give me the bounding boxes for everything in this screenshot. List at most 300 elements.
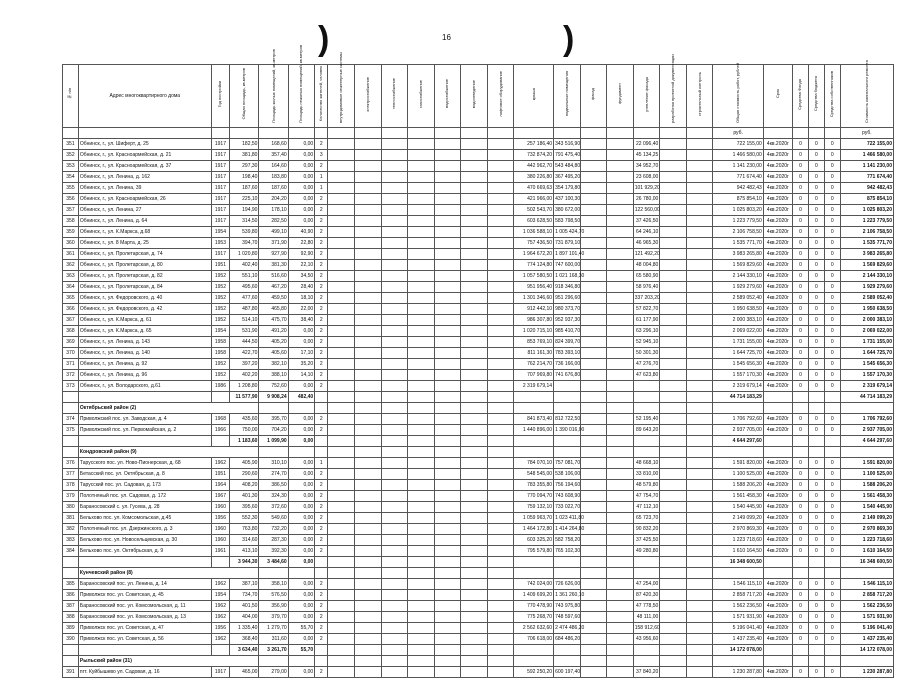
cell-living: 282,50 — [259, 216, 288, 227]
cell-empty — [259, 447, 288, 458]
cell-empty — [686, 216, 713, 227]
cell-res: 1 — [315, 183, 328, 194]
cell-other: 23 608,00 — [633, 172, 660, 183]
header-work-col-label: строительный контроль — [696, 71, 702, 117]
cell-year: 1960 — [211, 535, 230, 546]
cell-roof: 1 409 699,20 — [514, 590, 554, 601]
cell-empty — [434, 667, 461, 678]
cell-total: 722 155,00 — [713, 139, 763, 150]
cell-address: Бараносовский пос. ул. Комсомольская, д. 13 — [78, 612, 211, 623]
cell-fin3: 0 — [824, 359, 840, 370]
cell-no: 365 — [63, 293, 79, 304]
cell-empty — [514, 447, 554, 458]
cell-fin1: 0 — [793, 293, 809, 304]
cell-year: 1962 — [211, 579, 230, 590]
cell-empty — [355, 491, 382, 502]
cell-no: 358 — [63, 216, 79, 227]
cell-empty — [288, 656, 315, 667]
cell-res: 2 — [315, 205, 328, 216]
cell-empty — [355, 645, 382, 656]
cell-other: 37 425,50 — [633, 535, 660, 546]
cell-sum: 1 535 771,70 — [840, 238, 893, 249]
cell-empty — [381, 535, 408, 546]
cell-empty — [554, 656, 581, 667]
cell-empty — [660, 183, 687, 194]
table-row — [63, 634, 894, 645]
cell-fin2: 0 — [808, 601, 824, 612]
cell-facade: 756 194,60 — [554, 480, 581, 491]
cell-empty — [408, 304, 435, 315]
cell-empty — [434, 359, 461, 370]
cell-empty — [434, 447, 461, 458]
cell-empty — [461, 513, 488, 524]
cell-empty — [580, 172, 607, 183]
cell-empty — [487, 557, 514, 568]
cell-empty — [607, 557, 634, 568]
cell-empty — [461, 590, 488, 601]
cell-facade: 736 166,00 — [554, 359, 581, 370]
cell-facade: 824 399,70 — [554, 337, 581, 348]
cell-empty — [487, 436, 514, 447]
cell-empty — [461, 139, 488, 150]
cell-empty — [381, 480, 408, 491]
cell-sum: 2 000 383,10 — [840, 315, 893, 326]
subtotal-nonliving: 55,70 — [288, 645, 315, 656]
cell-living: 357,40 — [259, 150, 288, 161]
cell-roof: 380 226,80 — [514, 172, 554, 183]
cell-empty — [259, 403, 288, 414]
cell-fin1: 0 — [793, 535, 809, 546]
cell-empty — [607, 425, 634, 436]
cell-roof: 1 020 715,10 — [514, 326, 554, 337]
cell-facade: 343 516,90 — [554, 139, 581, 150]
cell-nonliving: 0,00 — [288, 150, 315, 161]
cell-fin2: 0 — [808, 249, 824, 260]
cell-facade: 743 975,80 — [554, 601, 581, 612]
cell-fin3: 0 — [824, 469, 840, 480]
cell-empty — [315, 557, 328, 568]
cell-nonliving: 34,50 — [288, 271, 315, 282]
cell-empty — [381, 348, 408, 359]
cell-empty — [408, 568, 435, 579]
cell-fin2: 0 — [808, 172, 824, 183]
cell-empty — [355, 535, 382, 546]
cell-area: 413,10 — [230, 546, 259, 557]
cell-facade: 731 879,10 — [554, 238, 581, 249]
subtotal-nonliving: 0,00 — [288, 557, 315, 568]
cell-empty — [580, 359, 607, 370]
cell-empty — [514, 392, 554, 403]
cell-res: 2 — [315, 414, 328, 425]
cell-deadline: 4кв.2020г — [763, 260, 792, 271]
cell-empty — [381, 612, 408, 623]
cell-roof: 257 186,40 — [514, 139, 554, 150]
cell-empty — [434, 238, 461, 249]
cell-empty — [660, 304, 687, 315]
cell-empty — [607, 348, 634, 359]
header-work-col — [633, 65, 660, 128]
cell-deadline: 4кв.2020г — [763, 216, 792, 227]
subtotal-sum: 14 172 078,00 — [840, 645, 893, 656]
cell-empty — [461, 370, 488, 381]
cell-empty — [686, 469, 713, 480]
cell-total: 1 591 820,00 — [713, 458, 763, 469]
cell-nonliving: 0,00 — [288, 139, 315, 150]
cell-empty — [434, 590, 461, 601]
cell-fin2: 0 — [808, 502, 824, 513]
cell-empty — [793, 645, 809, 656]
cell-empty — [434, 227, 461, 238]
cell-living: 311,60 — [259, 634, 288, 645]
cell-deadline: 4кв.2020г — [763, 172, 792, 183]
cell-area: 314,50 — [230, 216, 259, 227]
cell-empty — [686, 161, 713, 172]
header-work-col — [554, 65, 581, 128]
cell-empty — [686, 667, 713, 678]
cell-address: Бараносовский пос. ул. Комсомольская, д. 11 — [78, 601, 211, 612]
cell-fin1: 0 — [793, 491, 809, 502]
cell-empty — [713, 447, 763, 458]
cell-year: 1954 — [211, 590, 230, 601]
cell-empty — [660, 271, 687, 282]
cell-empty — [580, 491, 607, 502]
cell-empty — [461, 392, 488, 403]
table-row — [63, 172, 894, 183]
cell-empty — [686, 271, 713, 282]
cell-nonliving: 0,00 — [288, 458, 315, 469]
cell-fin1: 0 — [793, 667, 809, 678]
cell-empty — [381, 315, 408, 326]
cell-roof: 707 969,80 — [514, 370, 554, 381]
header-work-col — [660, 54, 687, 128]
cell-empty — [434, 139, 461, 150]
table-row — [63, 304, 894, 315]
cell-living: 178,10 — [259, 205, 288, 216]
cell-total: 2 000 383,10 — [713, 315, 763, 326]
cell-empty — [607, 381, 634, 392]
cell-empty — [824, 645, 840, 656]
cell-empty — [434, 612, 461, 623]
cell-sum: 1 610 164,50 — [840, 546, 893, 557]
cell-living: 372,60 — [259, 502, 288, 513]
cell-roof: 2 319 679,14 — [514, 381, 554, 392]
cell-empty — [633, 568, 660, 579]
cell-sum: 1 141 230,00 — [840, 161, 893, 172]
header-area-living — [259, 49, 288, 128]
table-row — [63, 194, 894, 205]
cell-empty — [580, 645, 607, 656]
cell-fin2: 0 — [808, 480, 824, 491]
cell-empty — [461, 326, 488, 337]
cell-res: 2 — [315, 612, 328, 623]
cell-fin1: 0 — [793, 326, 809, 337]
cell-empty — [487, 447, 514, 458]
cell-area: 1 208,80 — [230, 381, 259, 392]
cell-nonliving: 35,20 — [288, 359, 315, 370]
cell-empty — [381, 447, 408, 458]
cell-nonliving: 18,10 — [288, 293, 315, 304]
cell-empty — [808, 568, 824, 579]
register-table — [62, 44, 894, 678]
subtotal-total: 14 172 078,00 — [713, 645, 763, 656]
cell-empty — [461, 414, 488, 425]
cell-no: 386 — [63, 590, 79, 601]
header-area-total — [230, 65, 259, 128]
cell-living: 388,10 — [259, 370, 288, 381]
cell-other: 43 956,60 — [633, 634, 660, 645]
cell-sum: 2 937 705,00 — [840, 425, 893, 436]
cell-year: 1951 — [211, 260, 230, 271]
header-no-label: № п/п — [67, 88, 73, 100]
cell-empty — [514, 403, 554, 414]
cell-total: 1 610 164,50 — [713, 546, 763, 557]
cell-empty — [554, 436, 581, 447]
cell-fin3: 0 — [824, 623, 840, 634]
cell-res: 2 — [315, 271, 328, 282]
cell-facade: 600 197,40 — [554, 667, 581, 678]
cell-empty — [554, 403, 581, 414]
cell-empty — [824, 557, 840, 568]
cell-sum: 1 230 287,80 — [840, 667, 893, 678]
cell-empty — [580, 546, 607, 557]
cell-res: 2 — [315, 590, 328, 601]
cell-empty — [660, 348, 687, 359]
subtotal-total: 44 714 183,29 — [713, 392, 763, 403]
cell-address: Бетасский пос. ул. Октябрьская, д. 8 — [78, 469, 211, 480]
cell-address: Обнинск, г., ул. Ленина, д. 96 — [78, 370, 211, 381]
cell-empty — [840, 656, 893, 667]
cell-no: 367 — [63, 315, 79, 326]
cell-empty — [434, 568, 461, 579]
cell-area: 297,30 — [230, 161, 259, 172]
cell-empty — [355, 480, 382, 491]
cell-empty — [355, 183, 382, 194]
cell-address: Обнинск, г., ул. Красноармейская, д. 21 — [78, 150, 211, 161]
cell-no: 352 — [63, 150, 79, 161]
cell-nonliving: 0,00 — [288, 381, 315, 392]
cell-empty — [355, 414, 382, 425]
cell-fin3: 0 — [824, 535, 840, 546]
table-row — [63, 590, 894, 601]
cell-empty — [660, 667, 687, 678]
cell-empty — [408, 315, 435, 326]
cell-res: 2 — [315, 601, 328, 612]
cell-fin1: 0 — [793, 458, 809, 469]
cell-roof: 1 057 580,50 — [514, 271, 554, 282]
cell-area: 1 020,80 — [230, 249, 259, 260]
cell-no: 379 — [63, 491, 79, 502]
cell-facade: 543 484,80 — [554, 161, 581, 172]
cell-sum: 1 644 725,70 — [840, 348, 893, 359]
cell-empty — [607, 502, 634, 513]
cell-empty — [487, 216, 514, 227]
cell-living: 576,50 — [259, 590, 288, 601]
cell-fin3: 0 — [824, 238, 840, 249]
table-row — [63, 425, 894, 436]
cell-fin3: 0 — [824, 370, 840, 381]
cell-empty — [808, 656, 824, 667]
cell-empty — [554, 447, 581, 458]
cell-empty — [633, 557, 660, 568]
cell-fin2: 0 — [808, 513, 824, 524]
cell-year: 1964 — [211, 480, 230, 491]
cell-empty — [514, 656, 554, 667]
cell-empty — [607, 458, 634, 469]
cell-fin3: 0 — [824, 216, 840, 227]
cell-facade: 747 600,00 — [554, 260, 581, 271]
cell-total: 1 569 829,60 — [713, 260, 763, 271]
cell-empty — [487, 601, 514, 612]
cell-empty — [408, 480, 435, 491]
cell-empty — [328, 590, 355, 601]
cell-deadline: 4кв.2020г — [763, 282, 792, 293]
table-row — [63, 414, 894, 425]
cell-fin1: 0 — [793, 205, 809, 216]
cell-empty — [434, 458, 461, 469]
cell-year: 1917 — [211, 249, 230, 260]
cell-empty — [686, 260, 713, 271]
cell-empty — [580, 535, 607, 546]
cell-empty — [434, 634, 461, 645]
cell-empty — [355, 667, 382, 678]
header-year — [211, 65, 230, 128]
cell-empty — [607, 315, 634, 326]
cell-empty — [487, 414, 514, 425]
cell-area: 435,60 — [230, 414, 259, 425]
table-body — [63, 139, 894, 678]
cell-empty — [355, 403, 382, 414]
cell-year: 1953 — [211, 238, 230, 249]
cell-area: 401,30 — [230, 491, 259, 502]
cell-area: 387,10 — [230, 579, 259, 590]
cell-empty — [487, 172, 514, 183]
cell-res: 2 — [315, 337, 328, 348]
cell-empty — [63, 656, 79, 667]
cell-empty — [580, 436, 607, 447]
cell-nonliving: 0,00 — [288, 469, 315, 480]
cell-deadline: 4кв.2020г — [763, 480, 792, 491]
cell-roof: 1 440 896,00 — [514, 425, 554, 436]
cell-empty — [763, 557, 792, 568]
cell-empty — [607, 260, 634, 271]
cell-year: 1962 — [211, 612, 230, 623]
cell-fin2: 0 — [808, 623, 824, 634]
cell-sum: 2 858 717,20 — [840, 590, 893, 601]
cell-empty — [808, 436, 824, 447]
cell-empty — [461, 183, 488, 194]
cell-empty — [686, 535, 713, 546]
cell-empty — [355, 568, 382, 579]
cell-deadline: 4кв.2020г — [763, 326, 792, 337]
cell-other: 65 580,90 — [633, 271, 660, 282]
cell-empty — [408, 458, 435, 469]
cell-empty — [461, 282, 488, 293]
cell-fin1: 0 — [793, 502, 809, 513]
cell-roof: 762 214,70 — [514, 359, 554, 370]
cell-empty — [355, 194, 382, 205]
cell-empty — [461, 579, 488, 590]
cell-empty — [328, 491, 355, 502]
cell-empty — [408, 392, 435, 403]
cell-roof: 783 355,80 — [514, 480, 554, 491]
cell-empty — [328, 249, 355, 260]
cell-year: 1952 — [211, 282, 230, 293]
cell-empty — [580, 282, 607, 293]
cell-res: 2 — [315, 359, 328, 370]
cell-empty — [660, 238, 687, 249]
cell-empty — [607, 590, 634, 601]
cell-fin1: 0 — [793, 227, 809, 238]
cell-empty — [355, 238, 382, 249]
cell-address: Тарусского пос. ул. Ново-Пионерская, д. 68 — [78, 458, 211, 469]
cell-fin3: 0 — [824, 194, 840, 205]
cell-fin3: 0 — [824, 293, 840, 304]
cell-nonliving: 0,00 — [288, 414, 315, 425]
cell-no: 354 — [63, 172, 79, 183]
header-work-col-label: электроснабжение — [364, 76, 370, 112]
cell-area: 397,20 — [230, 359, 259, 370]
cell-nonliving: 0,00 — [288, 612, 315, 623]
cell-year: 1917 — [211, 667, 230, 678]
cell-living: 187,60 — [259, 183, 288, 194]
cell-other: 46 965,30 — [633, 238, 660, 249]
cell-empty — [686, 227, 713, 238]
cell-nonliving: 0,00 — [288, 502, 315, 513]
cell-empty — [355, 139, 382, 150]
cell-empty — [211, 557, 230, 568]
cell-empty — [259, 656, 288, 667]
cell-empty — [487, 568, 514, 579]
cell-other: 57 822,70 — [633, 304, 660, 315]
cell-res: 2 — [315, 227, 328, 238]
cell-empty — [840, 403, 893, 414]
cell-empty — [434, 579, 461, 590]
cell-empty — [315, 392, 328, 403]
cell-roof: 732 874,20 — [514, 150, 554, 161]
cell-empty — [580, 293, 607, 304]
cell-year: 1952 — [211, 293, 230, 304]
cell-nonliving: 17,10 — [288, 348, 315, 359]
cell-sum: 1 731 155,00 — [840, 337, 893, 348]
cell-empty — [328, 260, 355, 271]
cell-sum: 1 545 656,30 — [840, 359, 893, 370]
cell-total: 1 230 287,80 — [713, 667, 763, 678]
cell-empty — [434, 414, 461, 425]
cell-deadline: 4кв.2020г — [763, 205, 792, 216]
cell-fin2: 0 — [808, 590, 824, 601]
table-row — [63, 513, 894, 524]
cell-res: 2 — [315, 326, 328, 337]
cell-empty — [686, 381, 713, 392]
cell-no: 361 — [63, 249, 79, 260]
cell-res: 2 — [315, 425, 328, 436]
cell-nonliving: 0,00 — [288, 601, 315, 612]
cell-empty — [434, 601, 461, 612]
units-cell — [381, 128, 408, 139]
cell-total: 5 196 041,40 — [713, 623, 763, 634]
cell-empty — [461, 535, 488, 546]
cell-total: 2 319 679,14 — [713, 381, 763, 392]
cell-empty — [461, 557, 488, 568]
cell-res: 2 — [315, 381, 328, 392]
cell-nonliving: 0,00 — [288, 161, 315, 172]
cell-empty — [487, 381, 514, 392]
cell-roof: 811 161,30 — [514, 348, 554, 359]
cell-nonliving: 55,70 — [288, 623, 315, 634]
cell-sum: 2 149 099,20 — [840, 513, 893, 524]
cell-empty — [434, 370, 461, 381]
cell-empty — [461, 337, 488, 348]
